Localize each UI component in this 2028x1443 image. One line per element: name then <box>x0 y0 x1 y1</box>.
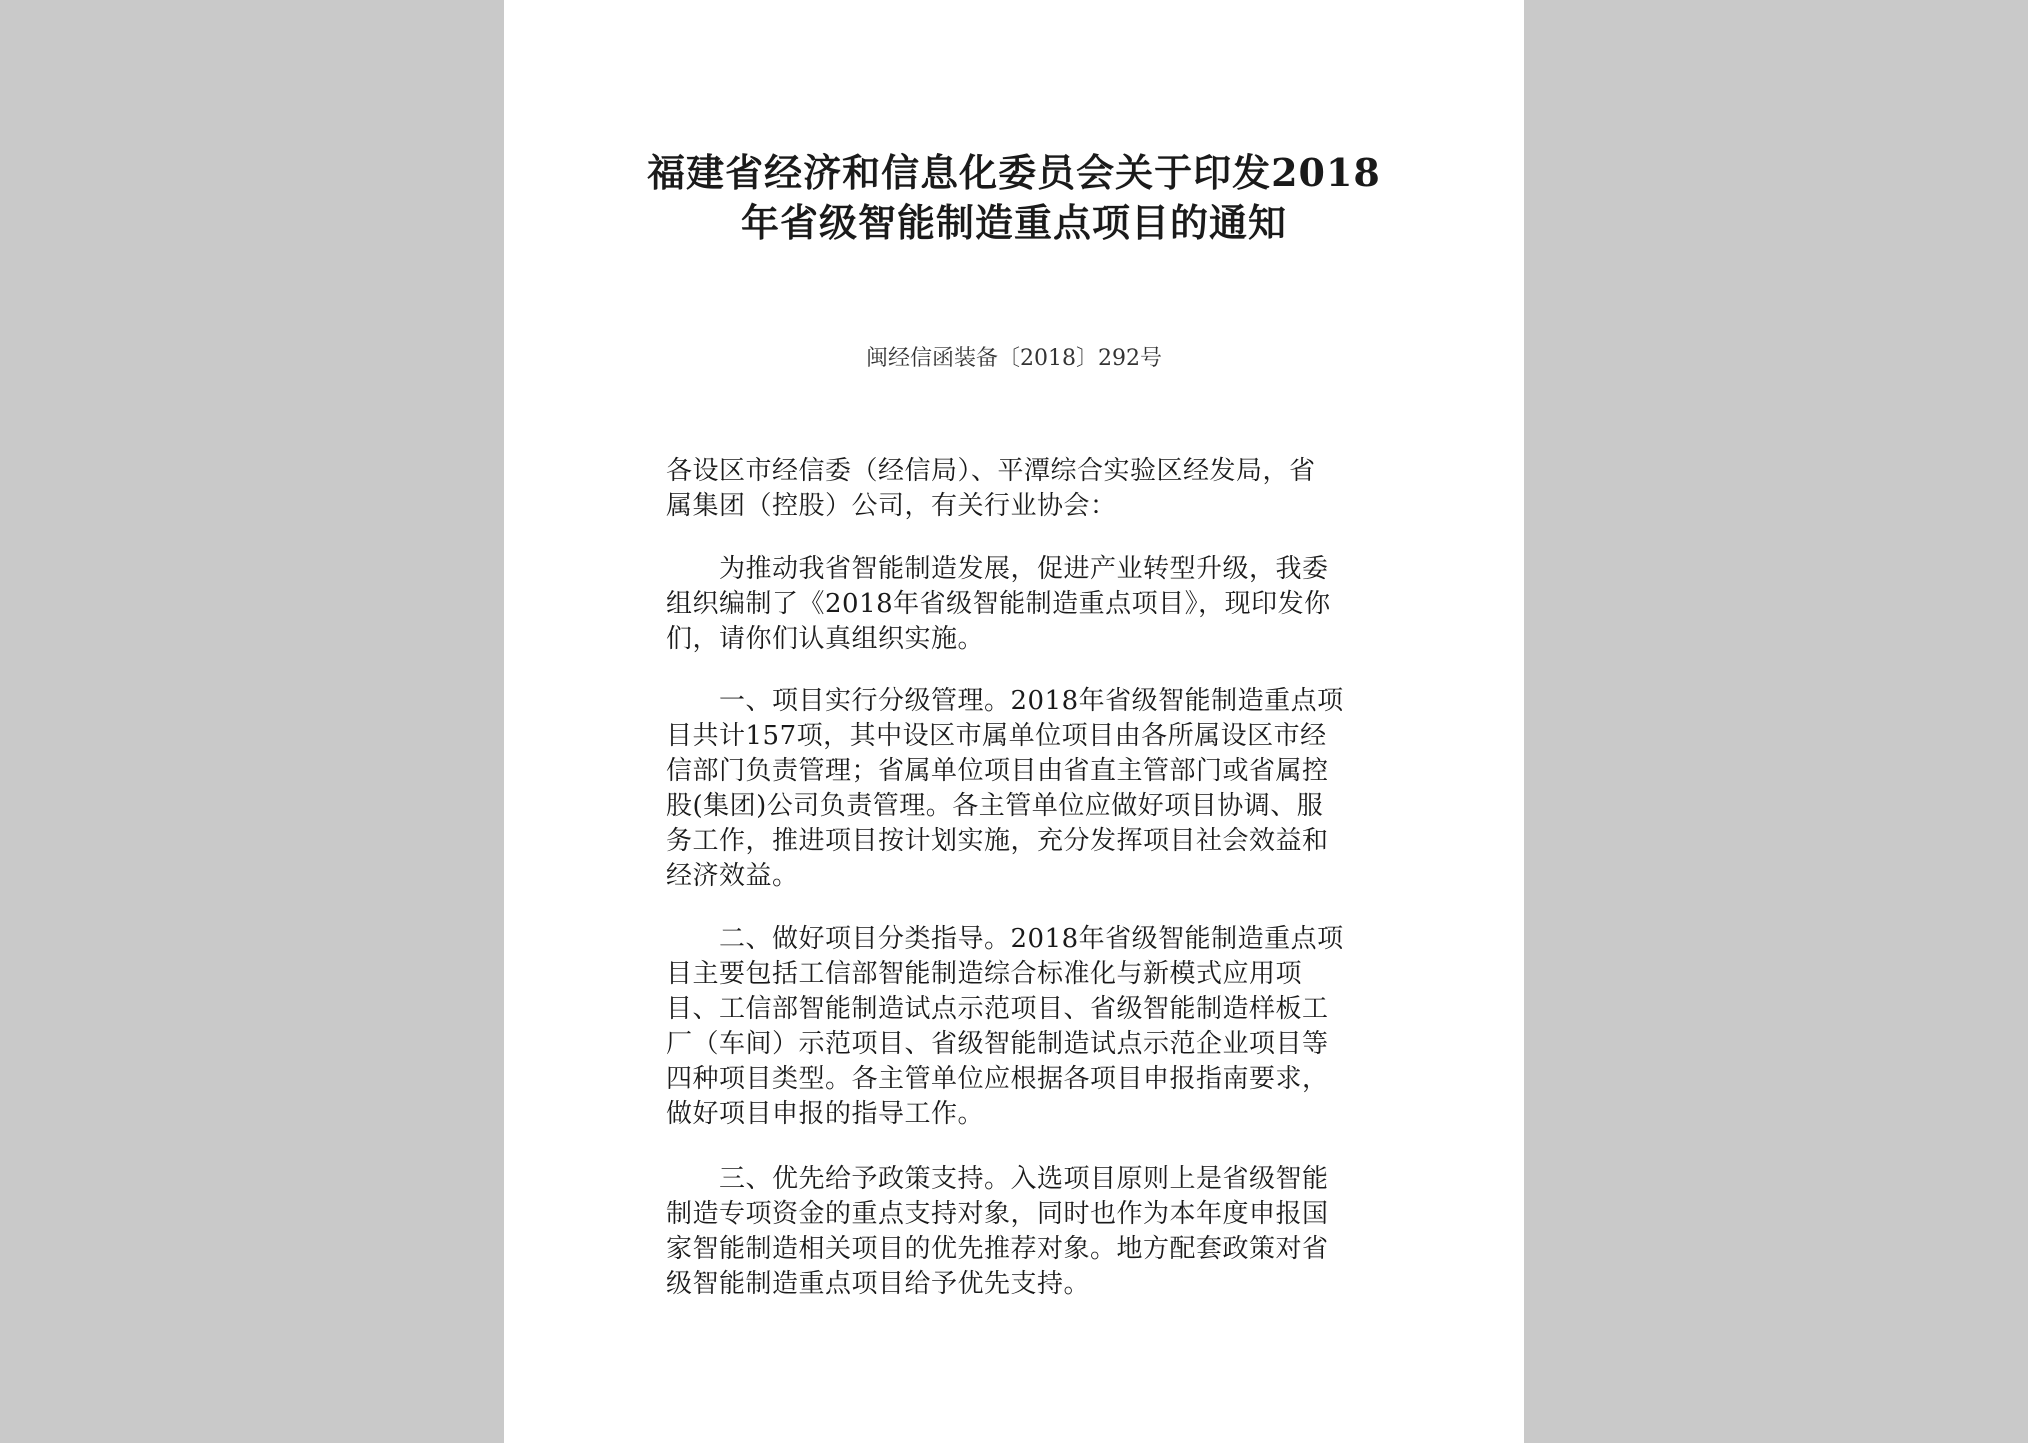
document-title-line-2: 年省级智能制造重点项目的通知 <box>740 200 1287 245</box>
paragraph-line: 四种项目类型。各主管单位应根据各项目申报指南要求， <box>666 1064 1329 1094</box>
paragraph-line: 三、优先给予政策支持。入选项目原则上是省级智能 <box>666 1164 1329 1194</box>
paragraph-line: 目共计157项，其中设区市属单位项目由各所属设区市经 <box>666 721 1327 751</box>
paragraph-section-3 <box>666 1162 1366 1302</box>
paragraph-section-1 <box>666 684 1366 894</box>
paragraph-line: 制造专项资金的重点支持对象，同时也作为本年度申报国 <box>666 1199 1329 1229</box>
paragraph-section-2 <box>666 922 1366 1132</box>
paragraph-line: 二、做好项目分类指导。2018年省级智能制造重点项 <box>666 924 1344 954</box>
paragraph-line: 组织编制了《2018年省级智能制造重点项目》，现印发你 <box>666 589 1331 619</box>
paragraph-line: 目、工信部智能制造试点示范项目、省级智能制造样板工 <box>666 994 1329 1024</box>
paragraph-line: 目主要包括工信部智能制造综合标准化与新模式应用项 <box>666 959 1303 989</box>
paragraph-line: 一、项目实行分级管理。2018年省级智能制造重点项 <box>666 686 1344 716</box>
paragraph-line: 级智能制造重点项目给予优先支持。 <box>666 1269 1091 1299</box>
salutation-line: 各设区市经信委（经信局）、平潭综合实验区经发局，省 <box>666 456 1316 486</box>
document-title-line-1: 福建省经济和信息化委员会关于印发2018 <box>647 150 1381 195</box>
salutation-line: 属集团（控股）公司，有关行业协会： <box>666 491 1117 521</box>
paragraph-intro <box>666 552 1366 657</box>
paragraph-line: 股(集团)公司负责管理。各主管单位应做好项目协调、服 <box>666 791 1324 821</box>
document-number: 闽经信函装备〔2018〕292号 <box>866 346 1162 371</box>
document-page <box>504 0 1524 1443</box>
salutation <box>666 454 1366 524</box>
paragraph-line: 为推动我省智能制造发展，促进产业转型升级，我委 <box>666 554 1329 584</box>
paragraph-line: 们，请你们认真组织实施。 <box>666 624 985 654</box>
paragraph-line: 经济效益。 <box>666 861 799 891</box>
paragraph-line: 信部门负责管理；省属单位项目由省直主管部门或省属控 <box>666 756 1329 786</box>
paragraph-line: 厂（车间）示范项目、省级智能制造试点示范企业项目等 <box>666 1029 1329 1059</box>
paragraph-line: 务工作，推进项目按计划实施，充分发挥项目社会效益和 <box>666 826 1329 856</box>
paragraph-line: 做好项目申报的指导工作。 <box>666 1099 985 1129</box>
paragraph-line: 家智能制造相关项目的优先推荐对象。地方配套政策对省 <box>666 1234 1329 1264</box>
